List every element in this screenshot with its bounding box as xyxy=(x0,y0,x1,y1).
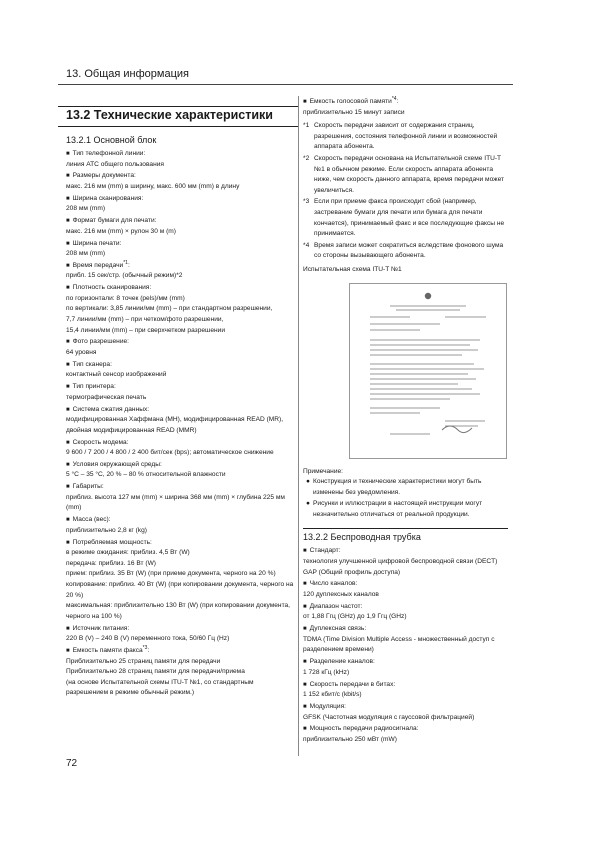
spec-label: ■ Условия окружающей среды: xyxy=(66,460,296,471)
spec-label: ■ Габариты: xyxy=(66,482,296,493)
spec-value: термографическая печать xyxy=(66,393,147,401)
handset-spec-list xyxy=(303,546,508,745)
spec-label: ■ Плотность сканирования: xyxy=(66,283,296,294)
spec-item xyxy=(66,624,296,645)
spec-label: ■ Тип принтера: xyxy=(66,382,296,393)
spec-value: 208 мм (mm) xyxy=(66,250,106,258)
spec-label: ■ Стандарт: xyxy=(303,546,508,557)
spec-value: GFSK (Частотная модуляция с гауссовой фильтрацией) xyxy=(303,713,475,721)
main-unit-column xyxy=(66,134,296,700)
spec-value: 64 уровня xyxy=(66,349,97,356)
spec-item xyxy=(66,239,296,260)
spec-value: макс. 216 мм (mm) × рулон 30 м (m) xyxy=(66,227,176,235)
spec-value: линия АТС общего пользования xyxy=(66,160,164,168)
spec-label: ■ Размеры документа: xyxy=(66,171,296,182)
footnote: *1 Скорость передачи зависит от содержания страниц, разрешения, состояния телефонной линии и возможностей аппарата абонента. xyxy=(303,122,498,151)
spec-value: Приблизительно 25 страниц памяти для передачи xyxy=(66,657,221,665)
spec-item xyxy=(303,724,508,745)
spec-item xyxy=(303,579,508,600)
spec-item xyxy=(66,360,296,381)
spec-value: приблизительно 250 мВт (mW) xyxy=(303,735,397,743)
spec-value: максимальная: приблизительно 130 Вт (W) (при копировании документа, черного на 100 %) xyxy=(66,602,291,620)
spec-value: 7,7 линии/мм (mm) – при четком/фото разрешении, xyxy=(66,316,224,324)
spec-item xyxy=(66,382,296,403)
page-number: 72 xyxy=(66,758,78,769)
right-column xyxy=(303,97,508,747)
section-rule-bottom xyxy=(58,126,298,127)
header-rule xyxy=(58,84,513,85)
spec-label: ■ Емкость памяти факса$^{*3}$: xyxy=(66,646,296,657)
spec-item xyxy=(66,171,296,192)
note-title: Примечание: xyxy=(303,467,343,475)
spec-item xyxy=(66,337,296,358)
spec-label: ■ Тип телефонной линии: xyxy=(66,149,296,160)
spec-value: (на основе Испытательной схемы ITU-T №1, со стандартным разрешением в режиме обычный режим.) xyxy=(66,678,254,697)
spec-item xyxy=(303,602,508,623)
spec-item xyxy=(66,283,296,336)
spec-label: ■ Мощность передачи радиосигнала: xyxy=(303,724,508,735)
footnote: *4 Время записи может сократиться вследствие фонового шума со стороны вызывающего абонента. xyxy=(303,241,504,260)
spec-value: в режиме ожидания: приблиз. 4,5 Вт (W) xyxy=(66,549,190,557)
spec-label: ■ Число каналов: xyxy=(303,579,508,590)
subsection-title-handset: 13.2.2 Беспроводная трубка xyxy=(303,528,508,544)
spec-item xyxy=(66,515,296,536)
spec-label: ■ Ширина печати: xyxy=(66,239,296,250)
spec-value: модифицированная Хаффмана (MH), модифицированная READ (MR), двойная модифицированная READ (MMR) xyxy=(66,416,284,434)
spec-value: Приблизительно 28 страниц памяти для передачи/приема xyxy=(66,668,245,676)
spec-value: 15,4 линии/мм (mm) – при сверхчетком разрешении xyxy=(66,326,226,334)
bullet-icon: ● xyxy=(306,500,310,508)
spec-value: приблиз. высота 127 мм (mm) × ширина 368 мм (mm) × глубина 225 мм (mm) xyxy=(66,493,285,512)
spec-list xyxy=(66,149,296,699)
spec-item xyxy=(66,194,296,215)
spec-value: 120 дуплексных каналов xyxy=(303,591,379,599)
spec-label: ■ Скорость передачи в битах: xyxy=(303,680,508,691)
spec-value: 5 °C – 35 °C, 20 % – 80 % относительной влажности xyxy=(66,471,226,479)
spec-item xyxy=(66,216,296,237)
bullet-icon: ● xyxy=(306,478,310,486)
chart-caption: Испытательная схема ITU-T №1 xyxy=(303,265,402,273)
spec-value: по горизонтали: 8 точек (pels)/мм (mm) xyxy=(66,294,185,302)
footnote: *3 Если при приеме факса происходит сбой (например, застревание бумаги для печати или бумага для печати кончается), принимаемый факс и все последующие факсы не принимается. xyxy=(303,198,505,238)
note-item: ● Конструкция и технические характеристики могут быть изменены без уведомления. xyxy=(303,477,508,498)
spec-value: копирование: приблиз. 40 Вт (W) (при копировании документа, черного на 20 %) xyxy=(66,580,294,599)
spec-label: ■ Ширина сканирования: xyxy=(66,194,296,205)
voice-memory-spec xyxy=(303,97,508,118)
spec-value: от 1,88 Ггц (GHz) до 1,9 Ггц (GHz) xyxy=(303,613,407,621)
footnotes xyxy=(303,121,508,262)
spec-item xyxy=(66,149,296,170)
spec-label: ■ Емкость голосовой памяти$^{*4}$: xyxy=(303,97,508,108)
column-divider xyxy=(298,96,299,756)
section-rule-top xyxy=(58,106,298,107)
spec-label: ■ Тип сканера: xyxy=(66,360,296,371)
spec-item xyxy=(66,482,296,514)
spec-item xyxy=(303,680,508,701)
spec-label: ■ Разделение каналов: xyxy=(303,657,508,668)
spec-value: 208 мм (mm) xyxy=(66,205,106,213)
spec-label: ■ Модуляция: xyxy=(303,702,508,713)
spec-value: приблизительно 15 минут записи xyxy=(303,108,405,116)
footnote: *2 Скорость передачи основана на Испытательной схеме ITU-T №1 в обычном режиме. Если скорость аппарата абонента ниже, чем скорость данного аппарата, время передачи может увеличиться. xyxy=(303,154,505,194)
spec-label: ■ Потребляемая мощность: xyxy=(66,538,296,549)
spec-value: технология улучшенной цифровой беспроводной связи (DECT) xyxy=(303,558,498,566)
spec-label: ■ Формат бумаги для печати: xyxy=(66,216,296,227)
spec-label: ■ Дуплексная связь: xyxy=(303,624,508,635)
spec-item xyxy=(303,624,508,656)
spec-item xyxy=(66,460,296,481)
spec-label: ■ Масса (вес): xyxy=(66,515,296,526)
section-title: 13.2 Технические характеристики xyxy=(66,108,273,122)
spec-label: ■ Фото разрешение: xyxy=(66,337,296,348)
spec-value: макс. 216 мм (mm) в ширину, макс. 600 мм (mm) в длину xyxy=(66,182,240,190)
spec-item xyxy=(303,657,508,678)
spec-item xyxy=(66,438,296,459)
spec-value: передача: приблиз. 16 Вт (W) xyxy=(66,559,156,567)
note-item: ● Рисунки и иллюстрации в настоящей инструкции могут незначительно отличаться от реальной продукции. xyxy=(303,499,508,520)
spec-item xyxy=(303,702,508,723)
notes-list xyxy=(303,477,508,520)
spec-item xyxy=(303,546,508,578)
spec-value: 1 152 кбит/с (kbit/s) xyxy=(303,691,362,699)
spec-item xyxy=(66,405,296,437)
spec-value: по вертикали: 3,85 линии/мм (mm) – при стандартном разрешении, xyxy=(66,305,273,313)
spec-value: приблизительно 2,8 кг (kg) xyxy=(66,526,147,534)
spec-value: 220 В (V) – 240 В (V) переменного тока, 50/60 Гц (Hz) xyxy=(66,635,230,643)
spec-label: ■ Источник питания: xyxy=(66,624,296,635)
spec-label: ■ Диапазон частот: xyxy=(303,602,508,613)
spec-value: прием: приблиз. 35 Вт (W) (при приеме документа, черного на 20 %) xyxy=(66,570,276,578)
spec-label: ■ Скорость модема: xyxy=(66,438,296,449)
spec-value: прибл. 15 сек/стр. (обычный режим)*2 xyxy=(66,272,183,280)
spec-label: ■ Система сжатия данных: xyxy=(66,405,296,416)
spec-value: TDMA (Time Division Multiple Access - множественный доступ с разделением времени) xyxy=(303,635,495,654)
spec-item xyxy=(66,646,296,699)
spec-label: ■ Время передачи$^{*1}$: xyxy=(66,261,296,272)
spec-item xyxy=(66,538,296,623)
spec-value: 9 600 / 7 200 / 4 800 / 2 400 бит/сек (bps); автоматическое снижение xyxy=(66,449,274,457)
spec-value: 1 728 кГц (kHz) xyxy=(303,668,350,676)
spec-value: GAP (Общий профиль доступа) xyxy=(303,568,401,576)
spec-item xyxy=(66,261,296,282)
chapter-header: 13. Общая информация xyxy=(66,68,189,80)
test-chart-graphic xyxy=(350,284,506,458)
itu-test-chart-image xyxy=(349,283,507,459)
subsection-title: 13.2.1 Основной блок xyxy=(66,135,157,145)
spec-value: контактный сенсор изображений xyxy=(66,371,167,379)
